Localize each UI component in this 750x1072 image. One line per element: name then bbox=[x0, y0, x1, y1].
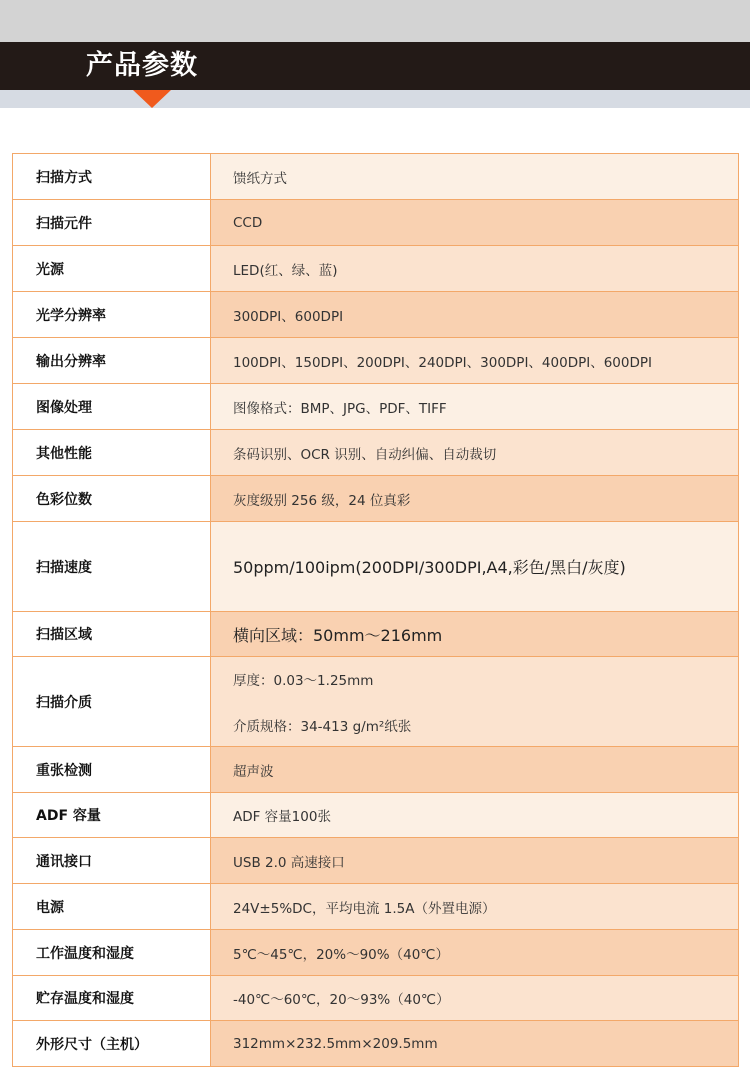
spec-row bbox=[13, 338, 739, 384]
spec-label: 图像处理 bbox=[13, 384, 211, 430]
spec-value: 厚度：0.03～1.25mm bbox=[233, 672, 374, 689]
spec-value: 超声波 bbox=[211, 747, 739, 793]
spec-label: 扫描介质 bbox=[13, 657, 211, 747]
spec-value: USB 2.0 高速接口 bbox=[211, 838, 739, 884]
spec-value: 灰度级别 256 级，24 位真彩 bbox=[211, 476, 739, 522]
spec-row bbox=[13, 384, 739, 430]
title-pointer-icon bbox=[133, 90, 171, 108]
spec-value: -40℃～60℃，20～93%（40℃） bbox=[211, 976, 739, 1021]
spec-row bbox=[13, 747, 739, 793]
spec-value: 馈纸方式 bbox=[211, 154, 739, 200]
spec-value: 横向区域：50mm～216mm bbox=[211, 612, 739, 657]
spec-value-secondary: 介质规格：34-413 g/m²纸张 bbox=[233, 718, 412, 735]
spec-row bbox=[13, 522, 739, 612]
spec-row bbox=[13, 657, 739, 747]
spec-label: 光学分辨率 bbox=[13, 292, 211, 338]
spec-label: 扫描速度 bbox=[13, 522, 211, 612]
spec-row bbox=[13, 612, 739, 657]
spec-row bbox=[13, 430, 739, 476]
spec-table bbox=[12, 153, 739, 1067]
spec-row bbox=[13, 154, 739, 200]
spec-label: 光源 bbox=[13, 246, 211, 292]
spec-value: 100DPI、150DPI、200DPI、240DPI、300DPI、400DPI、600DPI bbox=[211, 338, 739, 384]
spec-label: ADF 容量 bbox=[13, 793, 211, 838]
header-strip bbox=[0, 90, 750, 108]
spec-label: 其他性能 bbox=[13, 430, 211, 476]
spec-row bbox=[13, 246, 739, 292]
spec-value: 312mm×232.5mm×209.5mm bbox=[211, 1021, 739, 1067]
page-title: 产品参数 bbox=[86, 50, 198, 81]
spec-value: 条码识别、OCR 识别、自动纠偏、自动裁切 bbox=[211, 430, 739, 476]
spec-value: 图像格式：BMP、JPG、PDF、TIFF bbox=[211, 384, 739, 430]
spec-label: 工作温度和湿度 bbox=[13, 930, 211, 976]
spec-value: LED(红、绿、蓝) bbox=[211, 246, 739, 292]
spec-row bbox=[13, 476, 739, 522]
spec-row bbox=[13, 930, 739, 976]
spec-row bbox=[13, 838, 739, 884]
spec-value: 24V±5%DC，平均电流 1.5A（外置电源） bbox=[211, 884, 739, 930]
spec-row bbox=[13, 976, 739, 1021]
spec-label: 外形尺寸（主机） bbox=[13, 1021, 211, 1067]
spec-value: CCD bbox=[211, 200, 739, 246]
spec-row bbox=[13, 793, 739, 838]
spec-value: 300DPI、600DPI bbox=[211, 292, 739, 338]
spec-value: 50ppm/100ipm(200DPI/300DPI,A4,彩色/黑白/灰度) bbox=[211, 522, 739, 612]
spec-value: 5℃～45℃，20%～90%（40℃） bbox=[211, 930, 739, 976]
spec-label: 重张检测 bbox=[13, 747, 211, 793]
spec-label: 色彩位数 bbox=[13, 476, 211, 522]
spec-label: 扫描元件 bbox=[13, 200, 211, 246]
spec-row bbox=[13, 292, 739, 338]
spec-label: 扫描方式 bbox=[13, 154, 211, 200]
spec-label: 通讯接口 bbox=[13, 838, 211, 884]
spec-label: 输出分辨率 bbox=[13, 338, 211, 384]
top-gray-band bbox=[0, 0, 750, 42]
spec-label: 扫描区域 bbox=[13, 612, 211, 657]
spec-label: 电源 bbox=[13, 884, 211, 930]
spec-row bbox=[13, 200, 739, 246]
spec-row bbox=[13, 1021, 739, 1067]
spec-value-cell bbox=[211, 657, 739, 747]
spec-value: ADF 容量100张 bbox=[211, 793, 739, 838]
spec-row bbox=[13, 884, 739, 930]
spec-label: 贮存温度和湿度 bbox=[13, 976, 211, 1021]
